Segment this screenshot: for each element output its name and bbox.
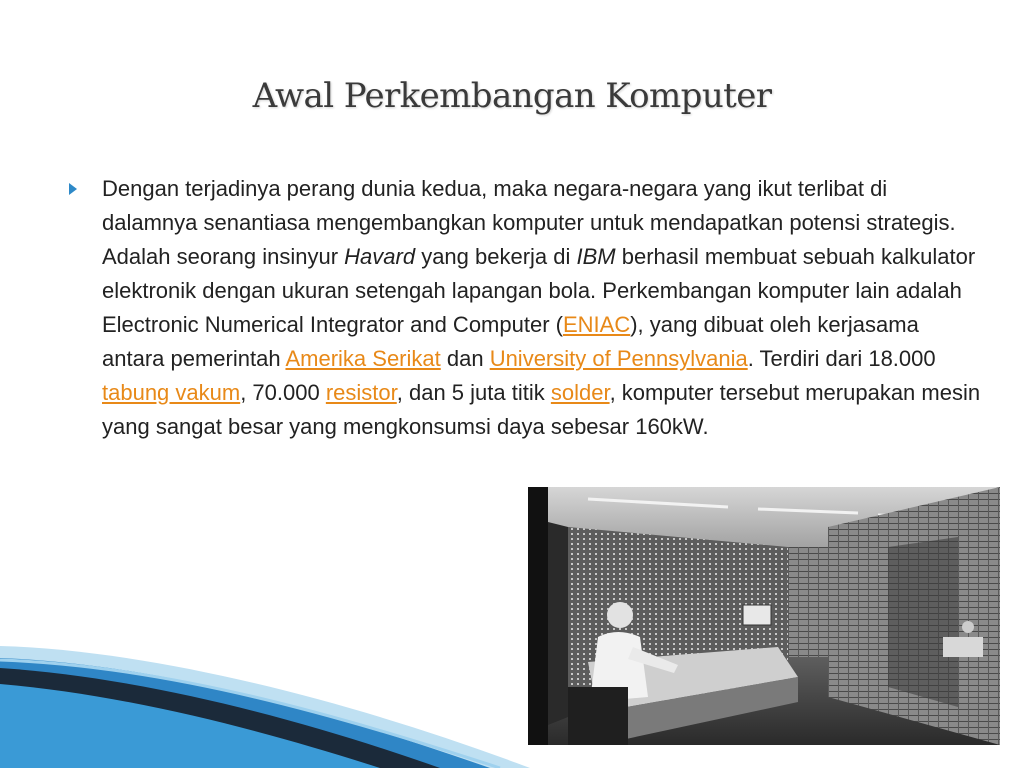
bullet-paragraph bbox=[102, 172, 982, 444]
slide-title: Awal Perkembangan Komputer bbox=[252, 76, 772, 116]
text-ibm: IBM bbox=[576, 244, 616, 269]
text-havard: Havard bbox=[344, 244, 416, 269]
text-segment: dan bbox=[440, 346, 490, 371]
text-segment: ), yang dibuat oleh kerjasama antara pemerintah bbox=[102, 312, 919, 371]
bullet-arrow-icon bbox=[69, 183, 77, 195]
text-segment: berhasil membuat sebuah kalkulator elektronik dengan ukuran setengah lapangan bola. Perkembangan komputer lain adalah Electronic Numerical Integrator and Computer ( bbox=[102, 244, 976, 337]
link-university-of-pennsylvania[interactable]: University of Pennsylvania bbox=[489, 346, 748, 371]
link-eniac[interactable]: ENIAC bbox=[562, 312, 631, 337]
computer-photo-icon bbox=[528, 487, 1000, 745]
link-solder[interactable]: solder bbox=[550, 380, 610, 405]
wave-highlight bbox=[0, 660, 500, 768]
link-tabung-vakum[interactable]: tabung vakum bbox=[102, 380, 241, 405]
computer-photo bbox=[528, 487, 1000, 745]
wave-dark bbox=[0, 668, 440, 768]
wave-teal bbox=[0, 684, 380, 768]
text-segment: yang bekerja di bbox=[415, 244, 577, 269]
wave-light-blue bbox=[0, 646, 530, 768]
text-segment: , 70.000 bbox=[240, 380, 326, 405]
text-segment: Dengan terjadinya perang dunia kedua, maka negara-negara yang ikut terlibat di dalamnya senantiasa mengembangkan komputer untuk mendapatkan potensi strategis. Adalah seorang insinyur bbox=[102, 176, 956, 269]
link-amerika-serikat[interactable]: Amerika Serikat bbox=[285, 346, 441, 371]
wave-blue bbox=[0, 658, 490, 768]
link-resistor[interactable]: resistor bbox=[325, 380, 397, 405]
text-segment: . Terdiri dari 18.000 bbox=[747, 346, 936, 371]
text-segment: , dan 5 juta titik bbox=[396, 380, 551, 405]
text-segment: , komputer tersebut merupakan mesin yang sangat besar yang mengkonsumsi daya sebesar 160kW. bbox=[102, 380, 981, 439]
